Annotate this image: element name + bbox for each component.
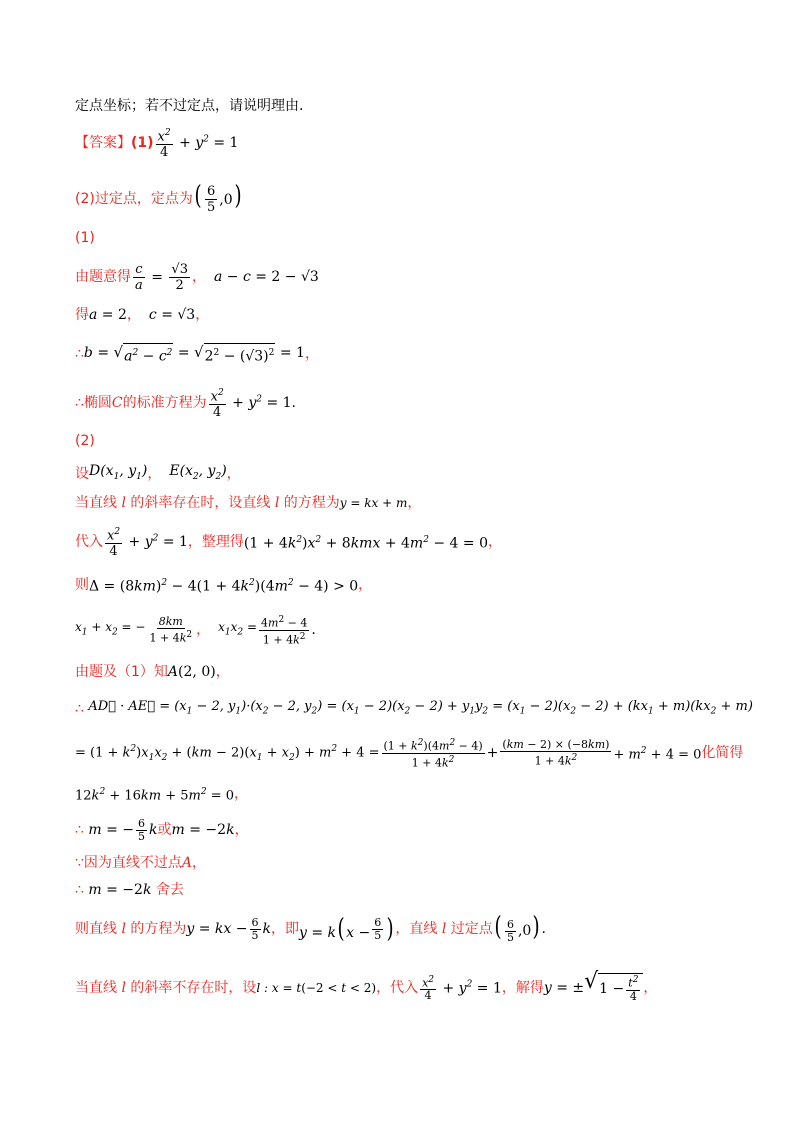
answer-ellipse-equation: $\frac{x^2}{4}$ + $y^2 = 1$: [157, 127, 239, 161]
case2-text-b: 的斜率不存在时，设: [130, 980, 257, 996]
solution-line-discard: ∴ m = −2k 舍去: [75, 882, 184, 898]
not-through-text: 因为直线不过点: [83, 855, 182, 871]
solution-line-vieta: $x_1 + x_2$ = − $\frac{8km}{1 + 4k^2}$ ， $x_1x_2$ = $\frac{4m^2 - 4}{1 + 4k^2}$ .: [75, 614, 316, 647]
passes-point-text: 过定点: [450, 921, 493, 937]
standard-equation-text: 的标准方程为: [122, 395, 207, 411]
question-tail: [75, 97, 303, 115]
solution-line-set-points: 设 $D(x_1$, $y_1$) ， $E(x_2$, $y_2$) ，: [75, 463, 241, 482]
case1-text-b: 的斜率存在时，设直线: [130, 495, 271, 511]
simplify-text: ，整理得: [187, 534, 244, 550]
solution-line-m-values: ∴ m = − $\frac{6}{5}$ k 或 m = −2k ，: [75, 816, 249, 843]
answer-part2-text: (2)过定点，定点为: [75, 191, 193, 207]
solution-part1-label: (1): [75, 230, 95, 246]
solution-part1-heading: [75, 229, 95, 247]
question-text: 定点坐标；若不过定点，请说明理由.: [75, 98, 304, 114]
case2-text-a: 当直线: [75, 980, 117, 996]
given-text: 由题意得: [75, 269, 131, 285]
point-a-text: 由题及（1）知: [75, 664, 168, 680]
solution-line-point-a: 由题及（1）知 A(2, 0) ，: [75, 664, 230, 680]
answer-part1: [75, 127, 239, 161]
case1-text-a: 当直线: [75, 495, 117, 511]
solution-line-vertical-case: 当直线 l 的斜率不存在时，设 l : x = t(−2 < t < 2) ，代入 $\frac{x^2}{4}$ + $y^2 = 1$ ，解得 y = ± √ 1 − $\frac{t^2}{4}$ ，: [75, 969, 658, 1003]
line-text-a: 则直线: [75, 921, 117, 937]
case1-text-c: 的方程为: [283, 495, 340, 511]
a-minus-c-equation: a − c = 2 − √3: [213, 269, 319, 285]
solution-line-discriminant: 则 $\Delta = (8km)^2 - 4(1 + 4k^2)(4m^2 - 4) > 0$ ，: [75, 576, 373, 595]
line-text-c: ，直线: [395, 921, 438, 937]
namely-text: ，即: [270, 921, 299, 937]
eccentricity-equation: $\frac{c}{a}$ = $\frac{√3}{2}$: [135, 261, 188, 293]
discard-text: 舍去: [155, 882, 184, 898]
solution-line-not-through-a: ∵ 因为直线不过点 A ，: [75, 855, 207, 871]
solution-line-b: ∴ b = √ $a^2 - c^2$ = √ $2^2 - (√3)^2$ = 1 ，: [75, 342, 319, 365]
line-text-b: 的方程为: [130, 921, 187, 937]
solution-line-standard-equation: ∴ 椭圆 C 的标准方程为 $\frac{x^2}{4}$ + $y^2 = 1$ .: [75, 387, 296, 421]
solve-text: ，解得: [501, 980, 544, 996]
solution-part2-heading: [75, 432, 95, 450]
answer-part1-label: (1): [131, 135, 154, 151]
answer-part2: [75, 182, 243, 216]
solution-line-substitute: 代入 $\frac{x^2}{4}$ + $y^2 = 1$ ，整理得 $(1 + 4k^2)x^2 + 8kmx + 4m^2 - 4 = 0$ ，: [75, 526, 503, 560]
substitute-text: 代入: [75, 534, 103, 550]
answer-label: 【答案】: [75, 135, 131, 151]
let-text: 设: [75, 465, 89, 482]
solution-line-eccentricity: 由题意得 $\frac{c}{a}$ = $\frac{√3}{2}$ ， a − c = 2 − √3: [75, 261, 319, 293]
solution-line-expand: = $(1 + k^2)x_1x_2 + (km - 2)(x_1 + x_2) + m^2 + 4$ = $\frac{(1 + k^2)(4m^2 - 4)}{1 + 4k^2}$ + $\frac{(km - 2) \times (-8km)}{1 + 4k^2}$ + $m^2 + 4 = 0$ 化简得: [75, 737, 744, 770]
solution-part2-label: (2): [75, 433, 95, 449]
solution-line-values: 得 a = 2 ， c = √3 ，: [75, 307, 210, 323]
therefore-text: 得: [75, 307, 89, 323]
solution-line-slope-exists: 当直线 l 的斜率存在时，设直线 l 的方程为 y = kx + m ，: [75, 495, 422, 511]
or-text: 或: [157, 822, 172, 838]
solution-line-quadratic: $12k^2 + 16km + 5m^2 = 0$ ，: [75, 786, 249, 804]
simplify-result-text: 化简得: [701, 745, 744, 761]
solution-line-line-equation: 则直线 l 的方程为 y = kx − $\frac{6}{5}$ k ，即 y = k( x − $\frac{6}{5}$ ) ，直线 l 过定点 ( $\frac{6}{5}$ ,0) .: [75, 912, 546, 944]
ellipse-word: 椭圆: [83, 395, 112, 411]
fixed-point-coordinates: ( $\frac{6}{5}$ ,0): [194, 180, 242, 216]
solution-line-dot-product: ∴ AD⃗ · AE⃗ = ($x_1 - 2$, $y_1)\cdot(x_2 - 2$, $y_2) = (x_1 - 2)(x_2 - 2) + y_1y_2 = (x_1 - 2)(x_2 - 2) + (kx_1 + m)(kx_2 + m)$: [75, 699, 753, 718]
then-text: 则: [75, 576, 89, 593]
case2-substitute-text: ，代入: [376, 980, 419, 996]
